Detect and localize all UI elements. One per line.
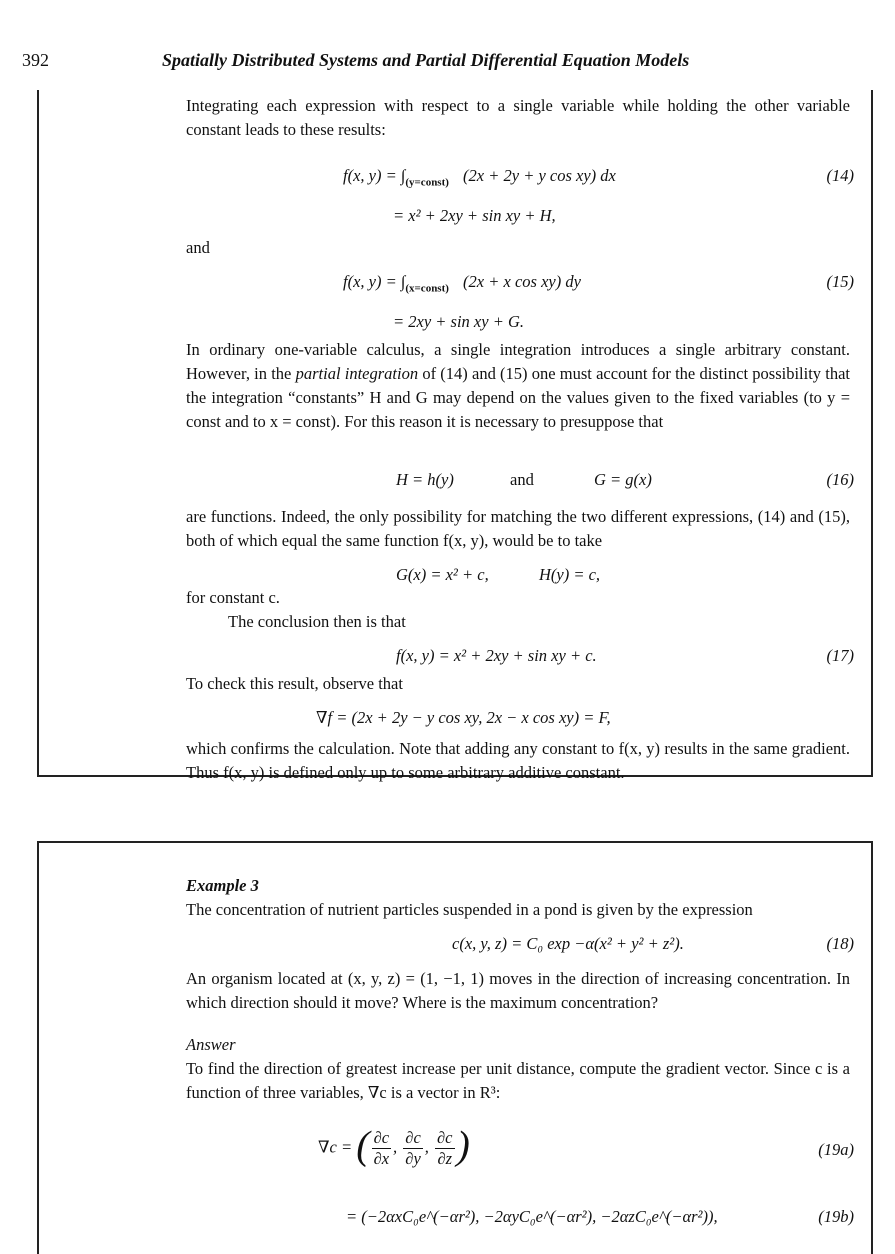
equation-16-right: G = g(x) [594,470,652,489]
answer-title: Answer [186,1035,236,1054]
conclusion-line: The conclusion then is that [228,612,406,631]
equation-16-left: H = h(y) [396,470,454,489]
equation-g-of-x: G(x) = x² + c, [396,565,489,584]
example-paragraph: The concentration of nutrient particles suspended in a pond is given by the expression [186,900,753,919]
equation-14: f(x, $y) = \int_{(y=const)}$ (2x + 2y + y cos xy) dx [343,166,616,189]
equation-number-19a: (19a) [818,1140,854,1159]
equation-number-19b: (19b) [818,1207,854,1226]
equation-15-result: = 2xy + sin xy + G. [393,312,524,331]
running-title: Spatially Distributed Systems and Partial Differential Equation Models [162,50,690,70]
functions-paragraph: are functions. Indeed, the only possibility for matching the two different expressions, (14) and (15), both of which equal the same function f(x, y), would be to take [186,507,850,550]
equation-number-15: (15) [826,272,854,291]
equation-16-and: and [510,470,534,489]
equation-number-16: (16) [826,470,854,489]
equation-number-17: (17) [826,646,854,665]
gradient-equation: ∇f = (2x + 2y − y cos xy, 2x − x cos xy) = F, [316,708,611,727]
confirm-paragraph: which confirms the calculation. Note that adding any constant to f(x, y) results in the same gradient. Thus f(x, y) is defined only up to some arbitrary additive constant. [186,739,850,782]
answer-paragraph: To find the direction of greatest increase per unit distance, compute the gradient vector. Since c is a function of three variables, ∇c is a vector in R³: [186,1059,850,1102]
and-connector: and [186,238,210,257]
equation-18: c(x, y, z) = C₀ exp −α(x² + y² + z²). [452,934,684,953]
equation-14-result: = x² + 2xy + sin xy + H, [393,206,556,225]
equation-h-of-y: H(y) = c, [539,565,601,584]
constant-c-line: for constant c. [186,588,280,607]
equation-number-14: (14) [826,166,854,185]
example-title: Example 3 [186,876,259,895]
partial-integration-paragraph: In ordinary one-variable calculus, a single integration introduces a single arbitrary constant. However, in the partial integration of (14) and (15) one must account for the distinct possibility that the integration “constants” H and G may depend on the values given to the fixed variables (to y = const and to x = const). For this reason it is necessary to presuppose that [186,340,851,431]
check-line: To check this result, observe that [186,674,403,693]
equation-15: f(x, $y) = \int_{(x=const)}$ (2x + x cos xy) dy [343,272,581,295]
intro-paragraph: Integrating each expression with respect to a single variable while holding the other variable constant leads to these results: [186,96,850,139]
equation-17: f(x, y) = x² + 2xy + sin xy + c. [396,646,597,665]
equation-19a: ∇c = ( $\frac{\partial c}{\partial x}$ , $\frac{\partial c}{\partial y}$ , $\frac{\partial c}{\partial z}$ ) [318,1122,470,1168]
equation-number-18: (18) [826,934,854,953]
page-number: 392 [22,50,49,70]
organism-paragraph: An organism located at (x, y, z) = (1, −1, 1) moves in the direction of increasing concentration. In which direction should it move? Where is the maximum concentration? [186,969,850,1012]
equation-19b: = (−2αxC₀e^(−αr²), −2αyC₀e^(−αr²), −2αzC₀e^(−αr²)), [346,1207,718,1226]
